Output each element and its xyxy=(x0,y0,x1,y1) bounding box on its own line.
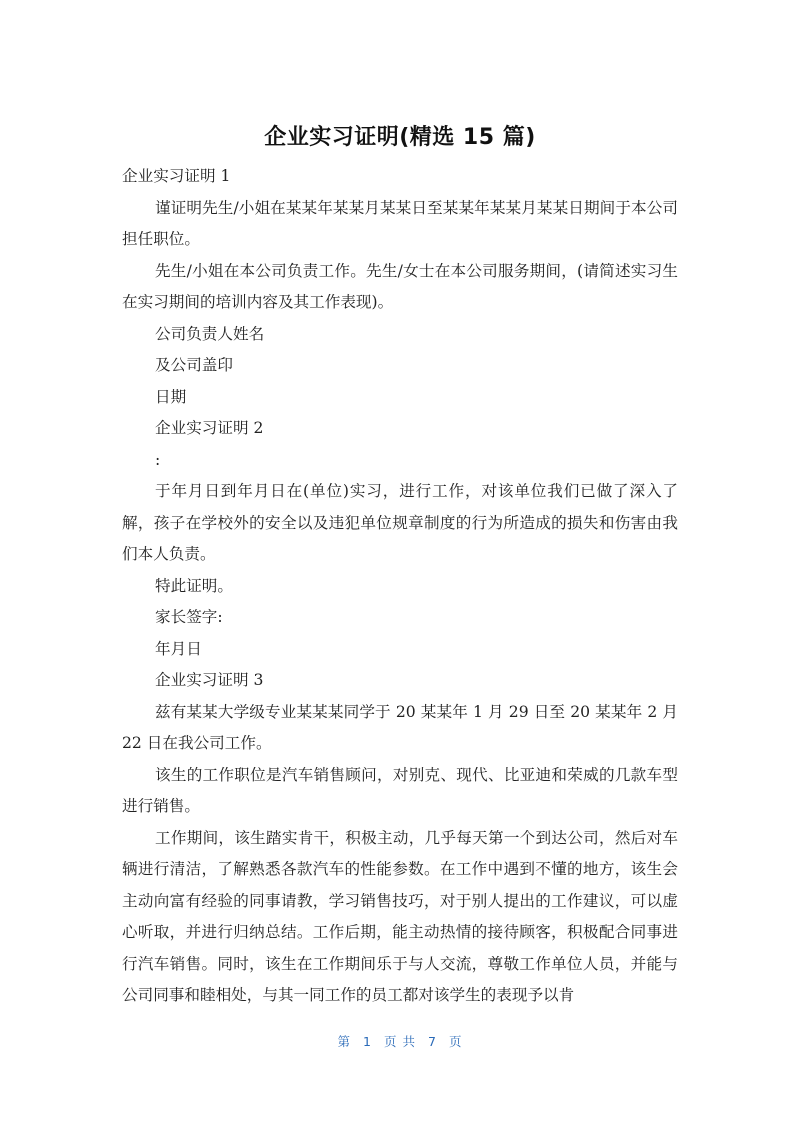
paragraph: 工作期间，该生踏实肯干，积极主动，几乎每天第一个到达公司，然后对车辆进行清洁，了解熟悉各款汽车的性能参数。在工作中遇到不懂的地方，该生会主动向富有经验的同事请教，学习销售技巧，对于别人提出的工作建议，可以虚心听取，并进行归纳总结。工作后期，能主动热情的接待顾客，积极配合同事进行汽车销售。同时，该生在工作期间乐于与人交流，尊敬工作单位人员，并能与公司同事和睦相处，与其一同工作的员工都对该学生的表现予以肯 xyxy=(122,828,678,1004)
paragraph: 企业实习证明 3 xyxy=(155,671,264,689)
footer-page-number: 1 xyxy=(363,1034,372,1049)
paragraph: 于年月日到年月日在(单位)实习，进行工作，对该单位我们已做了深入了解，孩子在学校外的安全以及违犯单位规章制度的行为所造成的损失和伤害由我们本人负责。 xyxy=(122,482,678,563)
paragraph: 公司负责人姓名 xyxy=(155,324,265,343)
paragraph: 日期 xyxy=(155,387,187,406)
footer-suffix: 页 xyxy=(448,1034,463,1049)
page-footer xyxy=(0,1032,800,1050)
document-body xyxy=(122,161,678,1012)
document-title: 企业实习证明(精选 15 篇) xyxy=(264,125,536,150)
paragraph: 企业实习证明 1 xyxy=(122,167,231,185)
paragraph: : xyxy=(155,450,161,469)
paragraph: 企业实习证明 2 xyxy=(155,419,264,437)
paragraph: 特此证明。 xyxy=(155,576,233,595)
paragraph: 兹有某某大学级专业某某某同学于 20 某某年 1 月 29 日至 20 某某年 2 月 22 日在我公司工作。 xyxy=(122,702,678,752)
footer-total-pages: 7 xyxy=(427,1034,437,1049)
paragraph: 该生的工作职位是汽车销售顾问，对别克、现代、比亚迪和荣威的几款车型进行销售。 xyxy=(122,765,678,815)
footer-prefix: 第 xyxy=(337,1034,352,1049)
paragraph: 及公司盖印 xyxy=(155,356,233,374)
paragraph: 家长签字: xyxy=(155,608,223,626)
paragraph: 年月日 xyxy=(155,639,202,658)
paragraph: 谨证明先生/小姐在某某年某某月某某日至某某年某某月某某日期间于本公司担任职位。 xyxy=(122,198,678,248)
paragraph: 先生/小姐在本公司负责工作。先生/女士在本公司服务期间，(请简述实习生在实习期间的培训内容及其工作表现)。 xyxy=(122,261,678,311)
footer-middle: 页 共 xyxy=(384,1034,416,1049)
